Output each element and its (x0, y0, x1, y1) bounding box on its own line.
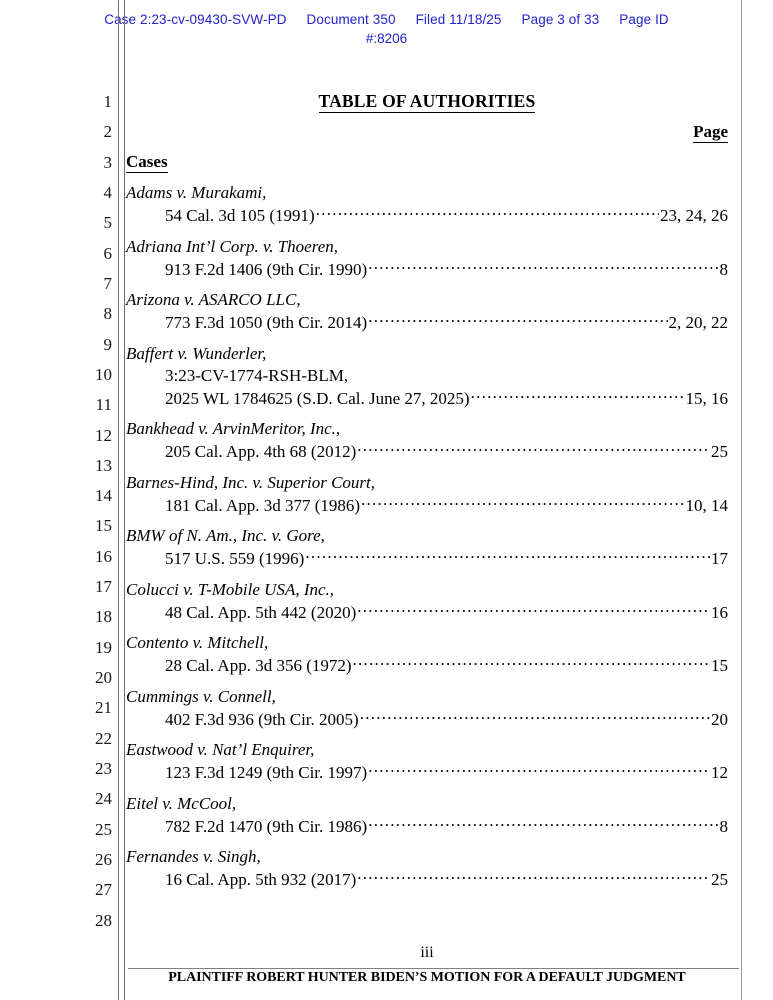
case-name: Adams v. Murakami, (126, 183, 267, 202)
line-number: 18 (95, 607, 112, 627)
dot-leader (368, 258, 718, 275)
dot-leader (305, 547, 710, 564)
page-references: 16 (711, 602, 728, 622)
section-heading-text: Cases (126, 152, 168, 171)
dot-leader (360, 708, 710, 725)
pleading-rule-right (741, 0, 742, 1000)
citation-line (126, 494, 728, 517)
citation-text: 54 Cal. 3d 105 (1991) (165, 206, 315, 225)
case-name: Eitel v. McCool, (126, 793, 237, 813)
authority-entry (126, 289, 728, 334)
authority-entry (126, 343, 728, 410)
line-number: 28 (95, 910, 112, 930)
line-number: 3 (103, 152, 112, 172)
citation-text: 913 F.2d 1406 (9th Cir. 1990) (165, 259, 368, 279)
ecf-case-number: Case 2:23-cv-09430-SVW-PD (104, 12, 287, 27)
page-references: 17 (711, 549, 728, 568)
citation-line (126, 547, 728, 570)
page-references: 12 (711, 763, 728, 782)
case-name: Arizona v. ASARCO LLC, (126, 290, 301, 309)
line-number: 19 (95, 637, 112, 657)
page-references: 15, 16 (685, 388, 728, 408)
line-number: 25 (95, 819, 112, 839)
page-title-text: TABLE OF AUTHORITIES (318, 91, 536, 111)
page-references: 10, 14 (685, 495, 728, 515)
citation-line (126, 815, 728, 838)
authority-entry (126, 632, 728, 677)
page-references: 25 (711, 870, 728, 889)
case-name: Colucci v. T-Mobile USA, Inc., (126, 579, 335, 599)
citation-line (126, 387, 728, 410)
citation-text: 2025 WL 1784625 (S.D. Cal. June 27, 2025) (165, 388, 470, 408)
dot-leader (471, 387, 685, 404)
ecf-document-number: Document 350 (306, 12, 396, 27)
authority-entry (126, 739, 728, 784)
page-column-header (126, 122, 728, 142)
citation-text: 773 F.3d 1050 (9th Cir. 2014) (165, 313, 368, 332)
authority-entry (126, 686, 728, 731)
authority-entry (126, 236, 728, 281)
line-number: 11 (95, 395, 112, 415)
case-name: Fernandes v. Singh, (126, 847, 261, 866)
authority-entry (126, 846, 728, 891)
page-references: 2, 20, 22 (668, 313, 728, 332)
dot-leader (368, 815, 718, 832)
citation-text: 123 F.3d 1249 (9th Cir. 1997) (165, 763, 368, 782)
ecf-page-id-number: #:8206 (365, 31, 408, 46)
page-column-header-text: Page (693, 122, 728, 141)
line-number: 10 (95, 364, 112, 384)
case-name: Contento v. Mitchell, (126, 633, 269, 652)
line-number: 22 (95, 728, 112, 748)
case-name: Baffert v. Wunderler, (126, 343, 267, 363)
line-number: 1 (103, 92, 112, 111)
ecf-page-of: Page 3 of 33 (521, 12, 600, 27)
citation-text: 181 Cal. App. 3d 377 (1986) (165, 495, 361, 515)
dot-leader (357, 601, 710, 618)
ecf-page-id-label: Page ID (619, 12, 669, 27)
page-references: 23, 24, 26 (660, 206, 728, 225)
citation-line (126, 440, 728, 463)
line-number: 20 (95, 668, 112, 688)
page-references: 15 (711, 656, 728, 675)
line-number-column (0, 0, 112, 1000)
case-name: Eastwood v. Nat’l Enquirer, (126, 740, 315, 759)
page-references: 8 (719, 816, 728, 836)
line-number: 23 (95, 759, 112, 779)
line-number: 6 (103, 243, 112, 263)
citation-line (126, 204, 728, 227)
line-number: 26 (95, 850, 112, 869)
line-number: 24 (95, 789, 112, 809)
line-number: 13 (95, 455, 112, 475)
citation-text: 205 Cal. App. 4th 68 (2012) (165, 442, 357, 461)
citation-text: 16 Cal. App. 5th 932 (2017) (165, 870, 357, 889)
citation-line: 3:23-CV-1774-RSH-BLM, (165, 365, 349, 385)
citation-text: 402 F.3d 936 (9th Cir. 2005) (165, 709, 359, 729)
authority-entry (126, 418, 728, 463)
line-number: 12 (95, 425, 112, 445)
citation-line (126, 654, 728, 677)
citation-line (126, 761, 728, 784)
citation-line (126, 708, 728, 731)
case-name: Adriana Int’l Corp. v. Thoeren, (126, 236, 339, 256)
citation-text: 48 Cal. App. 5th 442 (2020) (165, 602, 357, 622)
section-heading-cases (126, 152, 168, 172)
ecf-filed-date: Filed 11/18/25 (415, 12, 502, 27)
dot-leader (368, 311, 667, 328)
line-number: 2 (103, 122, 112, 142)
case-name: BMW of N. Am., Inc. v. Gore, (126, 526, 325, 545)
authority-entry (126, 472, 728, 517)
dot-leader (361, 494, 684, 511)
citation-line (126, 311, 728, 334)
dot-leader (368, 761, 710, 778)
case-name: Cummings v. Connell, (126, 686, 276, 706)
case-name: Bankhead v. ArvinMeritor, Inc., (126, 419, 341, 438)
authority-entry (126, 579, 728, 624)
citation-text: 782 F.2d 1470 (9th Cir. 1986) (165, 816, 368, 836)
footer-divider (128, 968, 739, 969)
line-number: 8 (103, 304, 112, 324)
line-number: 5 (103, 213, 112, 233)
line-number: 9 (103, 334, 112, 354)
dot-leader (357, 868, 710, 885)
citation-line (126, 601, 728, 624)
page-references: 8 (719, 259, 728, 279)
pleading-rule-left-inner (124, 0, 125, 1000)
authority-entry (126, 525, 728, 570)
line-number: 14 (95, 486, 112, 506)
authority-entry (126, 182, 728, 227)
pleading-rule-left-outer (118, 0, 119, 1000)
line-number: 4 (103, 182, 112, 202)
dot-leader (353, 654, 710, 671)
dot-leader (316, 204, 659, 221)
table-of-authorities-list (126, 182, 728, 900)
line-number: 17 (95, 577, 112, 597)
citation-text: 517 U.S. 559 (1996) (165, 549, 305, 568)
line-number: 7 (103, 273, 112, 293)
citation-line (126, 258, 728, 281)
line-number: 15 (95, 516, 112, 536)
footer-page-number: iii (420, 944, 434, 961)
line-number: 16 (95, 546, 112, 566)
authority-entry (126, 793, 728, 838)
line-number: 21 (95, 698, 112, 718)
footer-caption: PLAINTIFF ROBERT HUNTER BIDEN’S MOTION FOR A DEFAULT JUDGMENT (168, 970, 686, 985)
citation-text: 28 Cal. App. 3d 356 (1972) (165, 656, 352, 675)
case-name: Barnes-Hind, Inc. v. Superior Court, (126, 472, 375, 492)
citation-line (126, 868, 728, 891)
page-title (126, 91, 728, 112)
document-body (126, 0, 728, 1000)
line-number: 27 (95, 880, 112, 900)
dot-leader (357, 440, 710, 457)
page-references: 20 (711, 709, 728, 729)
page-references: 25 (711, 442, 728, 461)
